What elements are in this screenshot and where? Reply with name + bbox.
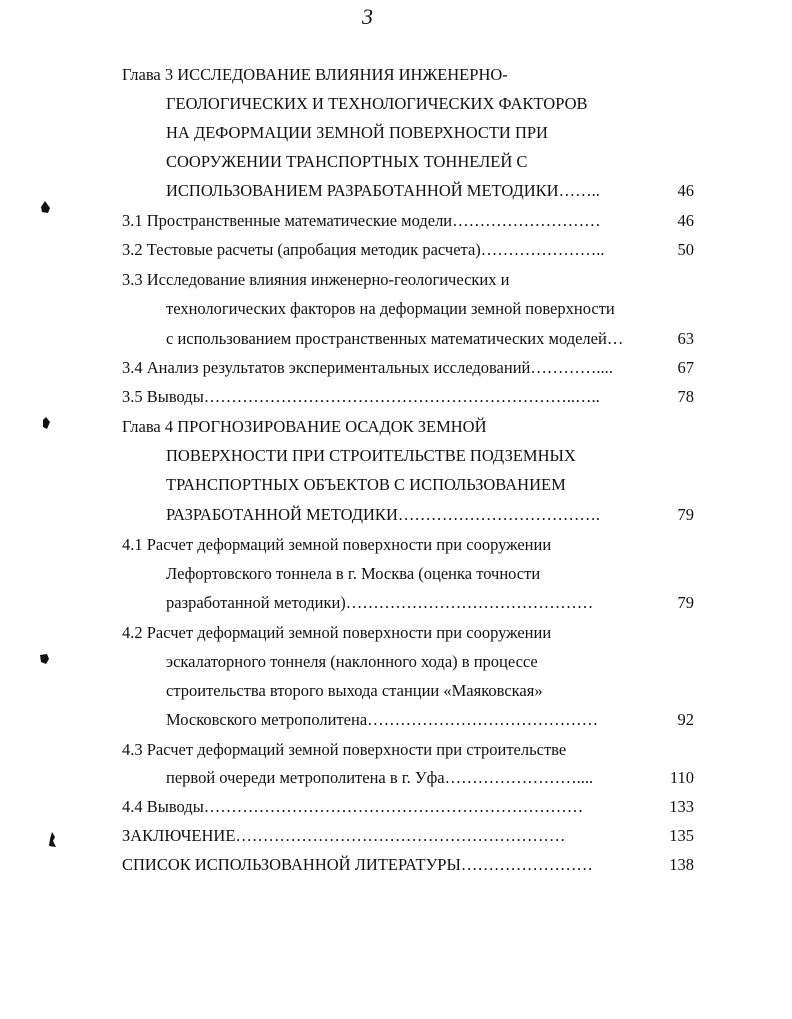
toc-entry-text: НА ДЕФОРМАЦИИ ЗЕМНОЙ ПОВЕРХНОСТИ ПРИ bbox=[166, 123, 548, 142]
toc-entry-text: 3.2 Тестовые расчеты (апробация методик расчета)………………….. bbox=[122, 240, 605, 259]
toc-entry-chapter-3-cont bbox=[0, 120, 792, 146]
toc-entry-page: 133 bbox=[669, 797, 694, 816]
toc-entry-3-3-cont bbox=[0, 296, 792, 322]
toc-entry-4-1-cont bbox=[0, 561, 792, 587]
toc-entry-text: технологических факторов на деформации земной поверхности bbox=[166, 299, 615, 318]
scan-mark-icon bbox=[36, 651, 52, 667]
toc-entry-4-4 bbox=[0, 794, 792, 820]
toc-entry-text: 3.5 Выводы…………………………………………………………..….. bbox=[122, 387, 600, 406]
toc-entry-page: 110 bbox=[669, 768, 694, 787]
toc-entry-text: 3.1 Пространственные математические модели……………………… bbox=[122, 211, 601, 230]
toc-entry-page: 79 bbox=[677, 505, 694, 524]
toc-entry-text: Лефортовского тоннела в г. Москва (оценка точности bbox=[166, 564, 541, 583]
toc-entry-text: строительства второго выхода станции «Маяковская» bbox=[166, 681, 543, 700]
toc-entry-page: 46 bbox=[677, 211, 694, 230]
toc-entry-chapter-4-end bbox=[0, 502, 792, 528]
toc-entry-text: 4.3 Расчет деформаций земной поверхности при строительстве bbox=[122, 740, 567, 759]
toc-entry-chapter-4-heading bbox=[0, 414, 792, 440]
toc-entry-text: эскалаторного тоннеля (наклонного хода) в процессе bbox=[166, 652, 538, 671]
toc-entry-conclusion bbox=[0, 823, 792, 849]
toc-entry-4-1-end bbox=[0, 590, 792, 616]
toc-entry-chapter-3-heading bbox=[0, 62, 792, 88]
toc-entry-4-2 bbox=[0, 620, 792, 646]
toc-entry-chapter-3-end bbox=[0, 178, 792, 204]
toc-entry-3-3-end bbox=[0, 326, 792, 352]
toc-entry-4-3-end bbox=[0, 765, 792, 791]
toc-entry-page: 92 bbox=[677, 710, 694, 729]
toc-entry-4-1 bbox=[0, 532, 792, 558]
toc-entry-text: 4.2 Расчет деформаций земной поверхности при сооружении bbox=[122, 623, 552, 642]
toc-entry-page: 135 bbox=[669, 826, 694, 845]
toc-entry-text: 4.4 Выводы…………………………………………………………… bbox=[122, 797, 584, 816]
toc-entry-text: разработанной методики)……………………………………… bbox=[166, 593, 594, 612]
toc-entry-text: РАЗРАБОТАННОЙ МЕТОДИКИ………………………………. bbox=[166, 505, 600, 524]
toc-entry-page: 138 bbox=[669, 855, 694, 874]
toc-entry-page: 79 bbox=[677, 593, 694, 612]
toc-entry-page: 46 bbox=[677, 181, 694, 200]
toc-entry-3-4 bbox=[0, 355, 792, 381]
toc-entry-3-2 bbox=[0, 237, 792, 263]
toc-entry-text: 3.3 Исследование влияния инженерно-геологических и bbox=[122, 270, 510, 289]
toc-entry-chapter-4-cont bbox=[0, 443, 792, 469]
toc-entry-text: Московского метрополитена…………………………………… bbox=[166, 710, 599, 729]
toc-entry-3-3 bbox=[0, 267, 792, 293]
toc-entry-text: ЗАКЛЮЧЕНИЕ…………………………………………………… bbox=[122, 826, 566, 845]
toc-entry-page: 63 bbox=[677, 329, 694, 348]
scan-mark-icon bbox=[38, 415, 54, 431]
toc-entry-4-2-end bbox=[0, 707, 792, 733]
toc-entry-text: Глава 4 ПРОГНОЗИРОВАНИЕ ОСАДОК ЗЕМНОЙ bbox=[122, 417, 487, 436]
page-number: 3 bbox=[362, 4, 374, 29]
toc-entry-text: ПОВЕРХНОСТИ ПРИ СТРОИТЕЛЬСТВЕ ПОДЗЕМНЫХ bbox=[166, 446, 576, 465]
toc-entry-3-5 bbox=[0, 384, 792, 410]
toc-entry-text: 3.4 Анализ результатов экспериментальных исследований………….... bbox=[122, 358, 613, 377]
toc-entry-4-2-cont bbox=[0, 649, 792, 675]
toc-entry-text: Глава 3 ИССЛЕДОВАНИЕ ВЛИЯНИЯ ИНЖЕНЕРНО- bbox=[122, 65, 508, 84]
toc-entry-page: 67 bbox=[677, 358, 694, 377]
toc-entry-chapter-3-cont bbox=[0, 149, 792, 175]
toc-entry-text: СПИСОК ИСПОЛЬЗОВАННОЙ ЛИТЕРАТУРЫ…………………… bbox=[122, 855, 593, 874]
toc-entry-chapter-3-cont bbox=[0, 91, 792, 117]
toc-entry-references bbox=[0, 852, 792, 878]
toc-entry-chapter-4-cont bbox=[0, 472, 792, 498]
toc-entry-4-2-cont bbox=[0, 678, 792, 704]
toc-entry-text: первой очереди метрополитена в г. Уфа…………………….... bbox=[166, 768, 594, 787]
toc-entry-text: ТРАНСПОРТНЫХ ОБЪЕКТОВ С ИСПОЛЬЗОВАНИЕМ bbox=[166, 475, 566, 494]
toc-entry-text: 4.1 Расчет деформаций земной поверхности при сооружении bbox=[122, 535, 552, 554]
toc-entry-text: СООРУЖЕНИИ ТРАНСПОРТНЫХ ТОННЕЛЕЙ С bbox=[166, 152, 528, 171]
toc-entry-text: ГЕОЛОГИЧЕСКИХ И ТЕХНОЛОГИЧЕСКИХ ФАКТОРОВ bbox=[166, 94, 588, 113]
toc-entry-text: ИСПОЛЬЗОВАНИЕМ РАЗРАБОТАННОЙ МЕТОДИКИ…….. bbox=[166, 181, 600, 200]
scan-mark-icon bbox=[38, 199, 54, 215]
toc-entry-text: с использованием пространственных математических моделей… bbox=[166, 329, 624, 348]
toc-entry-4-3 bbox=[0, 737, 792, 763]
toc-entry-page: 50 bbox=[677, 240, 694, 259]
toc-entry-page: 78 bbox=[677, 387, 694, 406]
toc-entry-3-1 bbox=[0, 208, 792, 234]
scan-mark-icon bbox=[44, 831, 60, 849]
